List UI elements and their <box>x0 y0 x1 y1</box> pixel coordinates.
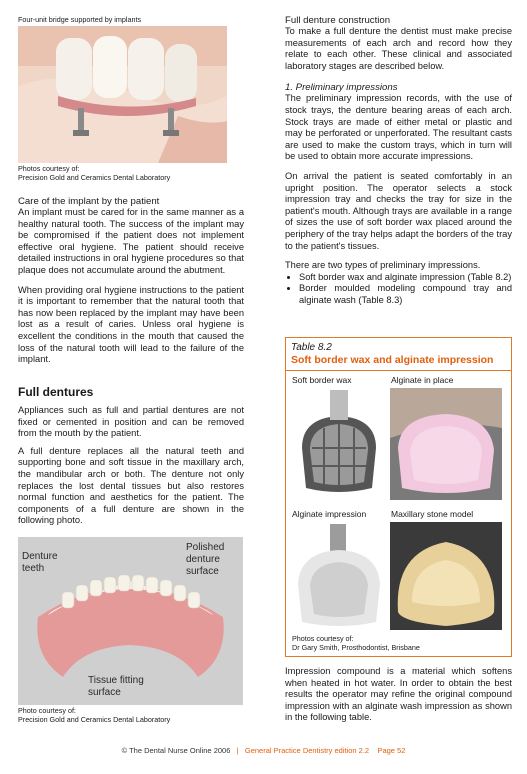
bridge-credit-label: Photos courtesy of: <box>18 164 80 173</box>
table-credit-source: Dr Gary Smith, Prosthodontist, Brisbane <box>292 643 420 652</box>
label-polished-line2: denture <box>186 554 220 565</box>
denture-photo <box>18 537 243 705</box>
alginate-in-place-photo <box>390 388 502 500</box>
list-item: • Border moulded modeling compound tray and alginate wash (Table 8.3) <box>299 283 512 306</box>
label-tissue-fitting-line1: Tissue fitting <box>88 675 144 686</box>
footer-separator: | <box>236 746 239 755</box>
full-dentures-heading: Full dentures <box>18 385 94 399</box>
soft-border-wax-photo <box>292 388 386 500</box>
construction-heading: Full denture construction <box>285 15 391 26</box>
table-title: Soft border wax and alginate impression <box>291 354 494 366</box>
preliminary-paragraph-1: The preliminary impression records, with the use of stock trays, the denture bearing areas of each arch. Stock trays are made of either metal or plastic and may be perforated or unperforated. The resultant casts are used to make the custom trays, which in turn will be used to obtain more accurate impressions. <box>285 93 512 162</box>
types-intro: There are two types of preliminary impressions. <box>285 260 481 271</box>
cell-label-maxillary-stone-model: Maxillary stone model <box>391 509 474 519</box>
table-number: Table 8.2 <box>291 342 332 353</box>
dentures-paragraph-1: Appliances such as full and partial dentures are not fixed or cemented in position and can be removed from the mouth by the patient. <box>18 405 244 439</box>
compound-paragraph: Impression compound is a material which softens when heated in hot water. In order to obtain the best results the operator may refine the original compound impression with an alginate wash impression as shown in the following table. <box>285 666 512 723</box>
denture-credit-source: Precision Gold and Ceramics Dental Laboratory <box>18 715 171 724</box>
page-footer <box>0 746 527 755</box>
label-denture-teeth-line2: teeth <box>22 563 45 574</box>
maxillary-stone-model-photo <box>390 522 502 630</box>
dentures-paragraph-2: A full denture replaces all the natural teeth and supporting bone and soft tissue in the maxillary arch, the mandibular arch or both. The denture not only replaces the lost dental tissues but also restores normal function and aesthetics for the patient. The components of a full denture are shown in the following photo. <box>18 445 244 526</box>
footer-copyright: © The Dental Nurse Online 2006 <box>121 746 231 755</box>
care-paragraph-1: An implant must be cared for in the same manner as a healthy natural tooth. The success of the implant may be compromised if the patient does not implement effective oral hygiene. The patient should receive detailed instructions in oral hygiene procedures so that plaque does not accumulate around the abutment. <box>18 207 244 275</box>
cell-label-soft-border-wax: Soft border wax <box>292 375 352 385</box>
table-divider <box>286 370 511 371</box>
bridge-credit-source: Precision Gold and Ceramics Dental Laboratory <box>18 173 171 182</box>
label-polished-line3: surface <box>186 566 219 577</box>
cell-label-alginate-impression: Alginate impression <box>292 509 367 519</box>
label-tissue-fitting-line2: surface <box>88 687 121 698</box>
care-heading: Care of the implant by the patient <box>18 196 160 207</box>
table-credit-label: Photos courtesy of: <box>292 634 354 643</box>
construction-paragraph: To make a full denture the dentist must make precise measurements of each arch and record how they relate to each other. These clinical and associated laboratory stages are described below. <box>285 26 512 71</box>
denture-credit-label: Photo courtesy of: <box>18 706 76 715</box>
alginate-impression-photo <box>292 522 386 630</box>
list-item: • Soft border wax and alginate impression (Table 8.2) <box>299 272 512 284</box>
bridge-photo <box>18 26 227 163</box>
footer-edition: General Practice Dentistry edition 2.2 <box>244 746 370 755</box>
cell-label-alginate-in-place: Alginate in place <box>391 375 454 385</box>
care-paragraph-2: When providing oral hygiene instructions to the patient it is important to remember that the natural tooth that has now been replaced by the implant may have been lost as a result of caries. Unless oral hygiene is excellent the conditions in the mouth that caused the loss of the natural tooth will lead to the failure of the implant. <box>18 284 244 365</box>
impression-types-list <box>285 272 512 307</box>
label-polished-line1: Polished <box>186 542 225 553</box>
preliminary-heading: 1. Preliminary impressions <box>285 82 398 94</box>
preliminary-paragraph-2: On arrival the patient is seated comfortably in an upright position. The operator selects a stock impression tray and checks the tray for size in the patient's mouth. Although trays are available in a range of sizes the use of soft border wax placed around the periphery of the tray helps adapt the borders of the tray to the patient's tissues. <box>285 170 512 251</box>
table-8-2 <box>285 337 512 657</box>
bridge-caption: Four-unit bridge supported by implants <box>18 15 142 24</box>
label-denture-teeth-line1: Denture <box>22 551 58 562</box>
footer-page-number: Page 52 <box>377 746 406 755</box>
